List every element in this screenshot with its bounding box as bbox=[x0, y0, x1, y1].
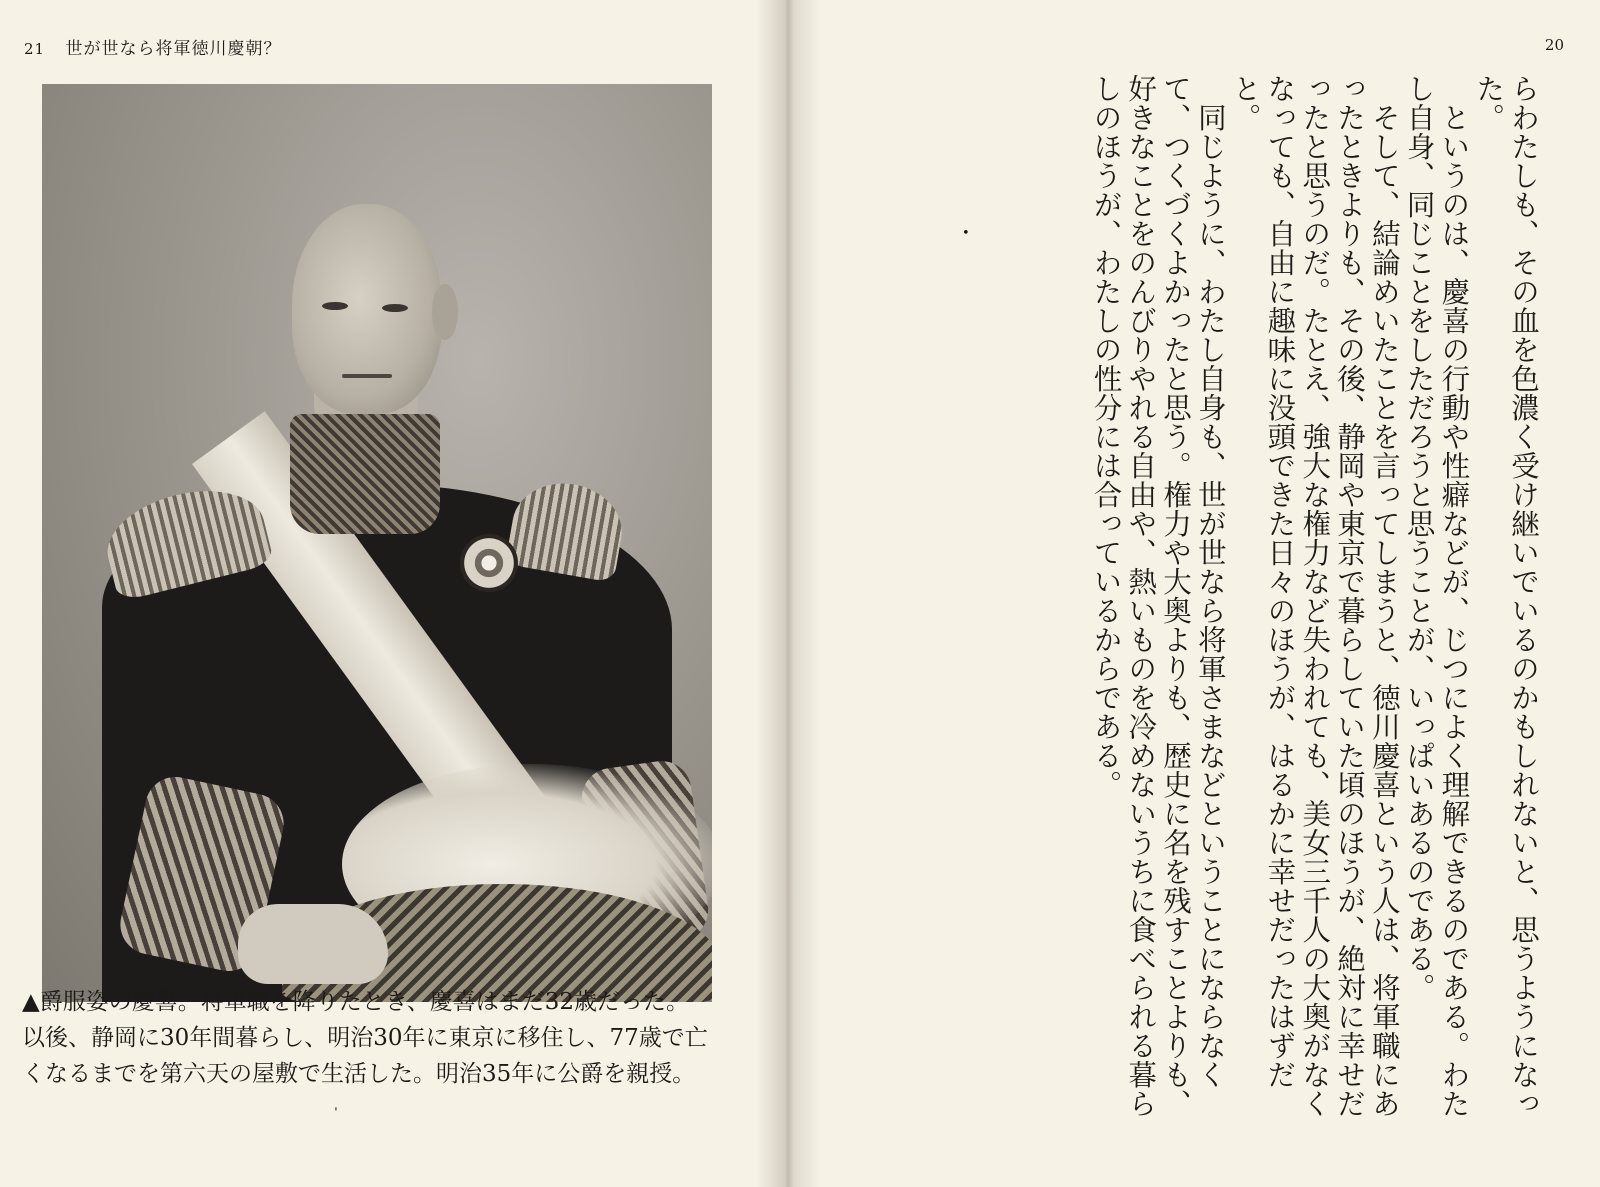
left-page bbox=[0, 0, 788, 1187]
right-eye bbox=[382, 304, 408, 312]
portrait-photo bbox=[42, 84, 712, 1002]
order-medal bbox=[460, 534, 518, 592]
running-head-title: 世が世なら将軍徳川慶朝？ bbox=[65, 39, 282, 59]
stray-mark: ˈ bbox=[334, 1106, 338, 1122]
embroidered-collar bbox=[290, 414, 440, 534]
left-page-number: 21 bbox=[24, 40, 46, 58]
left-eye bbox=[322, 302, 348, 310]
paragraph-1: らわたしも、その血を色濃く受け継いでいるのかもしれないと、思うようになった。 bbox=[1472, 74, 1540, 1118]
photo-caption: ▲爵服姿の慶喜。将軍職を降りたとき、慶喜はまだ32歳だった。 以後、静岡に30年間暮らし、明治30年に東京に移住し、77歳で亡 くなるまでを第六天の屋敷で生活した。明治35年に公爵を親授。 bbox=[22, 989, 708, 1087]
mouth bbox=[342, 374, 392, 378]
running-head bbox=[24, 34, 282, 59]
paragraph-2: というのは、慶喜の行動や性癖などが、じつによく理解できるのである。わたし自身、同じことをしただろうと思うことが、いっぱいあるのである。 bbox=[1402, 74, 1471, 1118]
face bbox=[292, 204, 442, 414]
stray-dot: • bbox=[962, 226, 970, 241]
body-text bbox=[1088, 74, 1540, 1134]
hand bbox=[238, 904, 388, 984]
paragraph-3: そして、結論めいたことを言ってしまうと、徳川慶喜という人は、将軍職にあったときよりも、その後、静岡や東京で暮らしていた頃のほうが、絶対に幸せだったと思うのだ。たとえ、強大な権力など失われても、美女三千人の大奥がなくなっても、自由に趣味に没頭できた日々のほうが、はるかに幸せだったはずだと。 bbox=[1228, 74, 1401, 1118]
right-page-number: 20 bbox=[1544, 36, 1564, 54]
paragraph-4: 同じように、わたし自身も、世が世なら将軍さまなどということにならなくて、つくづくよかったと思う。権力や大奥よりも、歴史に名を残すことよりも、好きなことをのんびりやれる自由や、熱いものを冷めないうちに食べられる暮らしのほうが、わたしの性分には合っているからである。 bbox=[1089, 74, 1227, 1118]
right-epaulet bbox=[505, 475, 629, 583]
ear bbox=[432, 284, 458, 340]
